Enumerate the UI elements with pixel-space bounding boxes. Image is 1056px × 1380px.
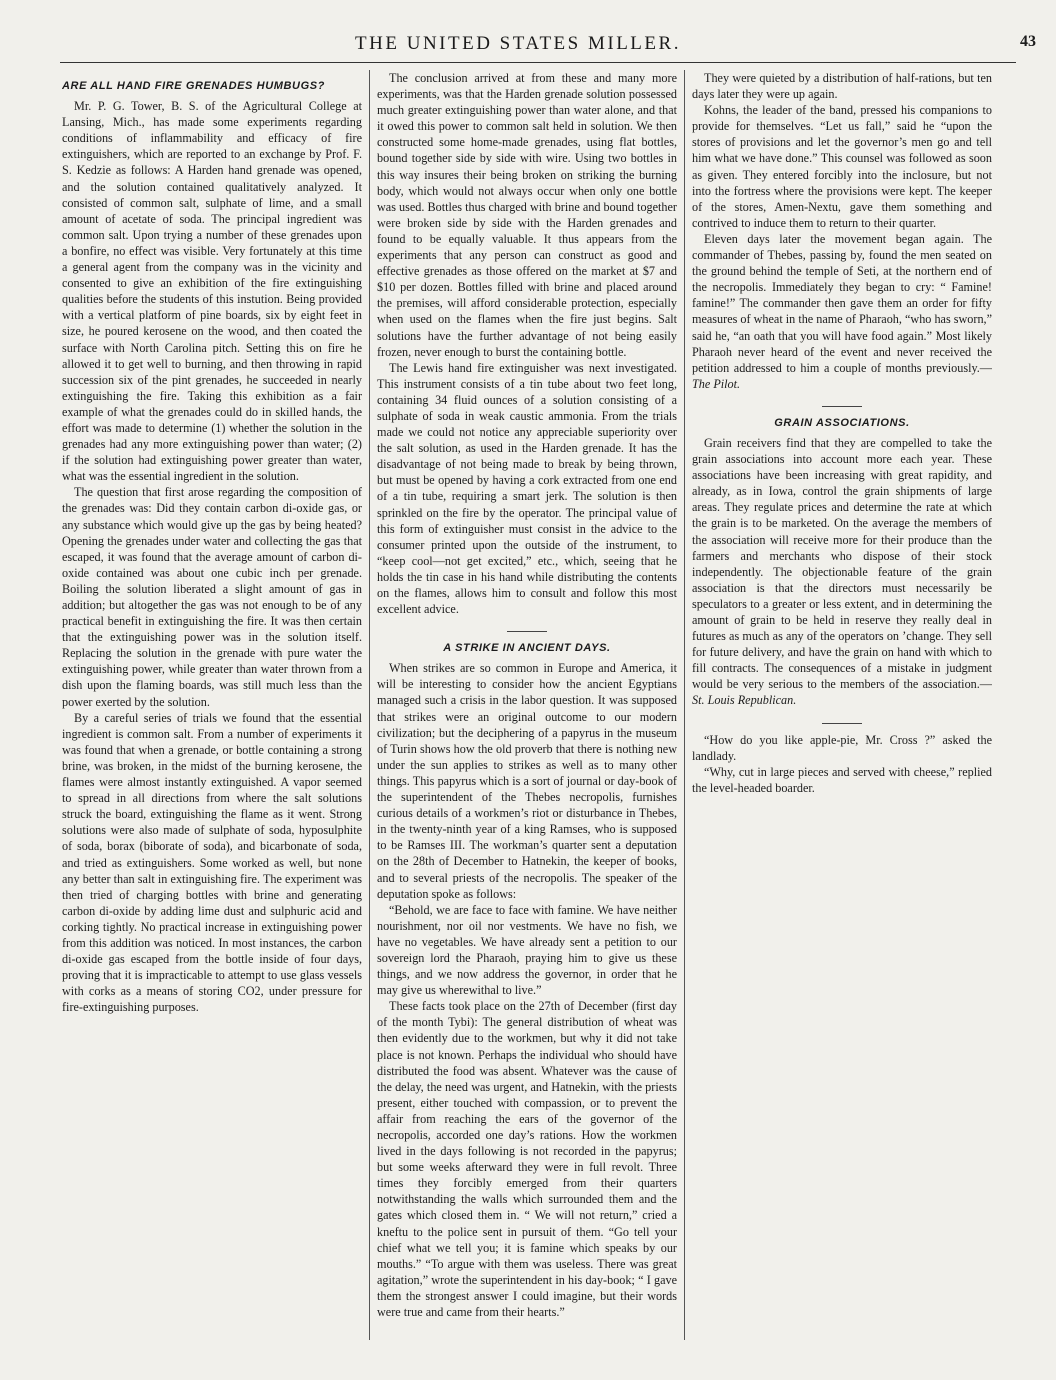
grain-paragraph-text: Grain receivers find that they are compelled to take the grain associations into account more each year. These associations have been increasing with great rapidity, and already, as in Iowa, control the grain shipments of large areas. They regulate prices and determine the rate at which the grain is to be marketed. On the average the members of the association will receive more for their produce than the farmers and merchants who dispose of their stock independently. The objectionable feature of the grain association is that the directors must necessarily be speculators to a greater or less extent, and in determining the amount of grain to be held in reserve they really deal in futures as much as any of the operators on ’change. They sell for future delivery, and have the grain on hand with which to fill contracts. The consequences of a mistake in judgment would be very serious to the members of the association.— xyxy=(692,435,992,692)
column-3 xyxy=(692,70,992,1340)
strike-paragraph-6 xyxy=(692,231,992,392)
section-rule xyxy=(822,406,862,407)
strike-paragraph-6-text: Eleven days later the movement began again. The commander of Thebes, passing by, found the men seated on the ground behind the temple of Seti, at the northern end of the necropolis. Immediately they began to cry: “ Famine! famine!” The commander then gave them an order for fifty measures of wheat in the name of Pharaoh, “who has sworn,” said he, “an oath that you will have food again.” Most likely Pharaoh never heard of the event and never received the petition addressed to him a couple of months previously.— xyxy=(692,231,992,375)
column-2 xyxy=(377,70,677,1340)
article-title-strike: A STRIKE IN ANCIENT DAYS. xyxy=(443,642,611,655)
grenades-paragraph-5: The Lewis hand fire extinguisher was next investigated. This instrument consists of a tin tube about two feet long, containing 34 fluid ounces of a solution consisting of a sulphate of soda in weak caustic ammonia. From the trials made we could not notice any appreciable superiority over the salt solution, as used in the Harden grenade. It has the disadvantage of not being made to break by being thrown, but must be opened by having a cork extracted from one end of a tin tube, requiring a smart jerk. The solution is then sprinkled on the fire by the operator. The principal value of this form of extinguisher must consist in the advice to the consumer printed upon the outside of the instrument, to “keep cool—not get excited,” etc., which, seeing that he holds the tin case in his hand while distributing the contents on the flames, allows him to consult and follow this most excellent advice. xyxy=(377,360,677,617)
strike-paragraph-5: Kohns, the leader of the band, pressed his companions to provide for themselves. “Let us fall,” said he “upon the stores of provisions and let the governor’s men go and tell him what we have done.” This counsel was followed as soon as given. They entered forcibly into the inclosure, but not into the fortress where the provisions were kept. The keeper of the stores, Amen-Nextu, gave them something and contrived to induce them to return to their quarter. xyxy=(692,103,992,230)
columns xyxy=(62,70,992,1340)
grenades-paragraph-4: The conclusion arrived at from these and many more experiments, was that the Harden grenade solution possessed much greater extinguishing power than water alone, and that it owed this power to common salt held in solution. We then constructed some home-made grenades, using flat bottles, bound together side by side with wire. Using two bottles in this way insures their being broken on striking the burning body, which would not always occur when only one bottle was used. Bottles thus charged with brine and bound together were broken side by side with the Harden grenades and found to be equally valuable. It thus appears from the experiments that any person can construct as good and effective grenades as those offered on the market at $7 and $10 per dozen. Bottles filled with brine and placed around the premises, will afford considerable protection, especially when used on the flames when the fire just begins. Salt solutions have the further advantage of not being easily frozen, never enough to burst the containing bottle. xyxy=(377,71,677,359)
joke-line-2: “Why, cut in large pieces and served with cheese,” replied the level-headed boarder. xyxy=(692,764,992,795)
grenades-paragraph-1: Mr. P. G. Tower, B. S. of the Agricultural College at Lansing, Mich., has made some experiments regarding conditions of inflammability and efficacy of fire extinguishers, which are reported to an exchange by Prof. F. S. Kedzie as follows: A Harden hand grenade was opened, and the solution contained qualitatively analyzed. It consisted of common salt, sulphate of lime, and a small amount of acetate of soda. The principal ingredient was common salt. Upon trying a number of these grenades upon a bonfire, no effect was visible. Very fortunately at this time a general agent from the company was in the vicinity and consented to give an exhibition of the fire extinguishing qualities before the students of this instution. Being provided with a vertical platform of pine boards, six by eight feet in size, he poured kerosene on the wood, and then coated the surface with North Carolina pitch. Setting this on fire he allowed it to get well to burning, and then throwing in rapid succession six of the pint grenades, he succeeded in nearly extinguishing the fire. Taking this exhibition as a fair example of what the grenades could do in skilled hands, the effort was made to determine (1) whether the solution in the grenades had any more extinguishing power than water; (2) if the solution had extinguishing power greater than water, what was the essential ingredient in the solution. xyxy=(62,99,362,484)
strike-paragraph-2: “Behold, we are face to face with famine. We have neither nourishment, nor oil nor vestments. We have no fish, we have no vegetables. We have already sent a petition to our sovereign lord the Pharaoh, praying him to give us these things, and we now address the governor, in order that he may give us wherewithal to live.” xyxy=(377,902,677,998)
strike-source: The Pilot. xyxy=(692,376,741,391)
grenades-paragraph-3: By a careful series of trials we found that the essential ingredient is common salt. From a number of experiments it was found that when a grenade, or bottle containing a strong brine, was broken, in the midst of the burning kerosene, the flames were almost instantly extinguished. A vapor seemed to spread in all directions from where the salt solutions struck the board, extinguishing the flame as it went. Strong solutions were also made of sulphate of soda, hyposulphite of soda, borax (biborate of soda), and bicarbonate of soda, and tried as extinguishers. Some worked as well, but none any better than salt in extinguishing fire. The experiment was then tried of charging bottles with brine and generating carbon di-oxide by adding lime dust and sulphuric acid and corking tightly. No practical increase in extinguishing power from this addition was noticed. In most instances, the carbon di-oxide gas escaped from the bottle inside of four days, proving that it is impracticable to attempt to use glass vessels with corks as a means of storing CO2, under pressure for fire-extinguishing purposes. xyxy=(62,710,362,1015)
strike-paragraph-1: When strikes are so common in Europe and America, it will be interesting to consider how the ancient Egyptians managed such a crisis in the labor question. It was supposed that strikes were an original outcome to our modern civilization; but the deciphering of a papyrus in the museum of Turin shows how the old proverb that there is nothing new under the sun applies to strikes as well as to many other things. This papyrus which is a sort of journal or day-book of the superintendent of the Thebes necropolis, furnishes curious details of a workmen’s riot or disturbance in Thebes, in the twenty-ninth year of a king Ramses, who is supposed to be Ramses III. The workman’s quarter sent a deputation on the 28th of December to Hatnekin, the keeper of books, and to several priests of the necropolis. The speaker of the deputation spoke as follows: xyxy=(377,661,677,901)
joke-line-1: “How do you like apple-pie, Mr. Cross ?” asked the landlady. xyxy=(692,732,992,763)
column-1 xyxy=(62,70,362,1340)
article-title-grain: GRAIN ASSOCIATIONS. xyxy=(774,416,910,429)
header-rule xyxy=(60,62,1016,63)
column-divider xyxy=(369,70,370,1340)
grain-source: St. Louis Republican. xyxy=(692,693,797,708)
section-rule xyxy=(507,631,547,632)
grain-paragraph xyxy=(692,435,992,709)
strike-paragraph-3: These facts took place on the 27th of December (first day of the month Tybi): The general distribution of wheat was then evidently due to the workmen, but why it did not take place is not known. Perhaps the individual who should have distributed the food was absent. Whatever was the cause of the delay, the need was urgent, and Hatnekin, with the priests present, either touched with compassion, or to prevent the affair from reaching the ears of the governor of the necropolis, accorded one day’s rations. How the workmen lived in the days following is not recorded in the papyrus; but some weeks afterward they were in full revolt. Three times they forcibly emerged from their quarters notwithstanding the walls which surrounded them and the gates which closed them in. “ We will not return,” cried a kneftu to the police sent in pursuit of them. “Go tell your chief what we tell you; it is famine which speaks by our mouths.” “To argue with them was useless. There was great agitation,” wrote the superintendent in his day-book; “ I gave them the strongest answer I could imagine, but their words were true and came from their hearts.” xyxy=(377,999,677,1320)
grenades-paragraph-2: The question that first arose regarding the composition of the grenades was: Did they contain carbon di-oxide gas, or any substance which would give up the gas by being heated? Opening the grenades under water and collecting the gas that escaped, it was found that the average amount of carbon di-oxide contained was about one cubic inch per grenade. Boiling the solution liberated a slight amount of gas in addition; but altogether the gas was not enough to be of any practical benefit in extinguishing the fire. It was then certain that the extinguishing power was in the solution itself. Replacing the solution in the grenade with pure water the extinguishing power, while greater than water thrown from a dish upon the flaming boards, was still much less than the power exerted by the solution. xyxy=(62,485,362,709)
column-divider xyxy=(684,70,685,1340)
page-number: 43 xyxy=(1020,33,1036,50)
section-rule xyxy=(822,723,862,724)
running-head xyxy=(60,33,1036,57)
strike-paragraph-4: They were quieted by a distribution of half-rations, but ten days later they were up again. xyxy=(692,71,992,102)
article-title-grenades: ARE ALL HAND FIRE GRENADES HUMBUGS? xyxy=(62,80,326,92)
masthead: THE UNITED STATES MILLER. xyxy=(355,33,681,54)
